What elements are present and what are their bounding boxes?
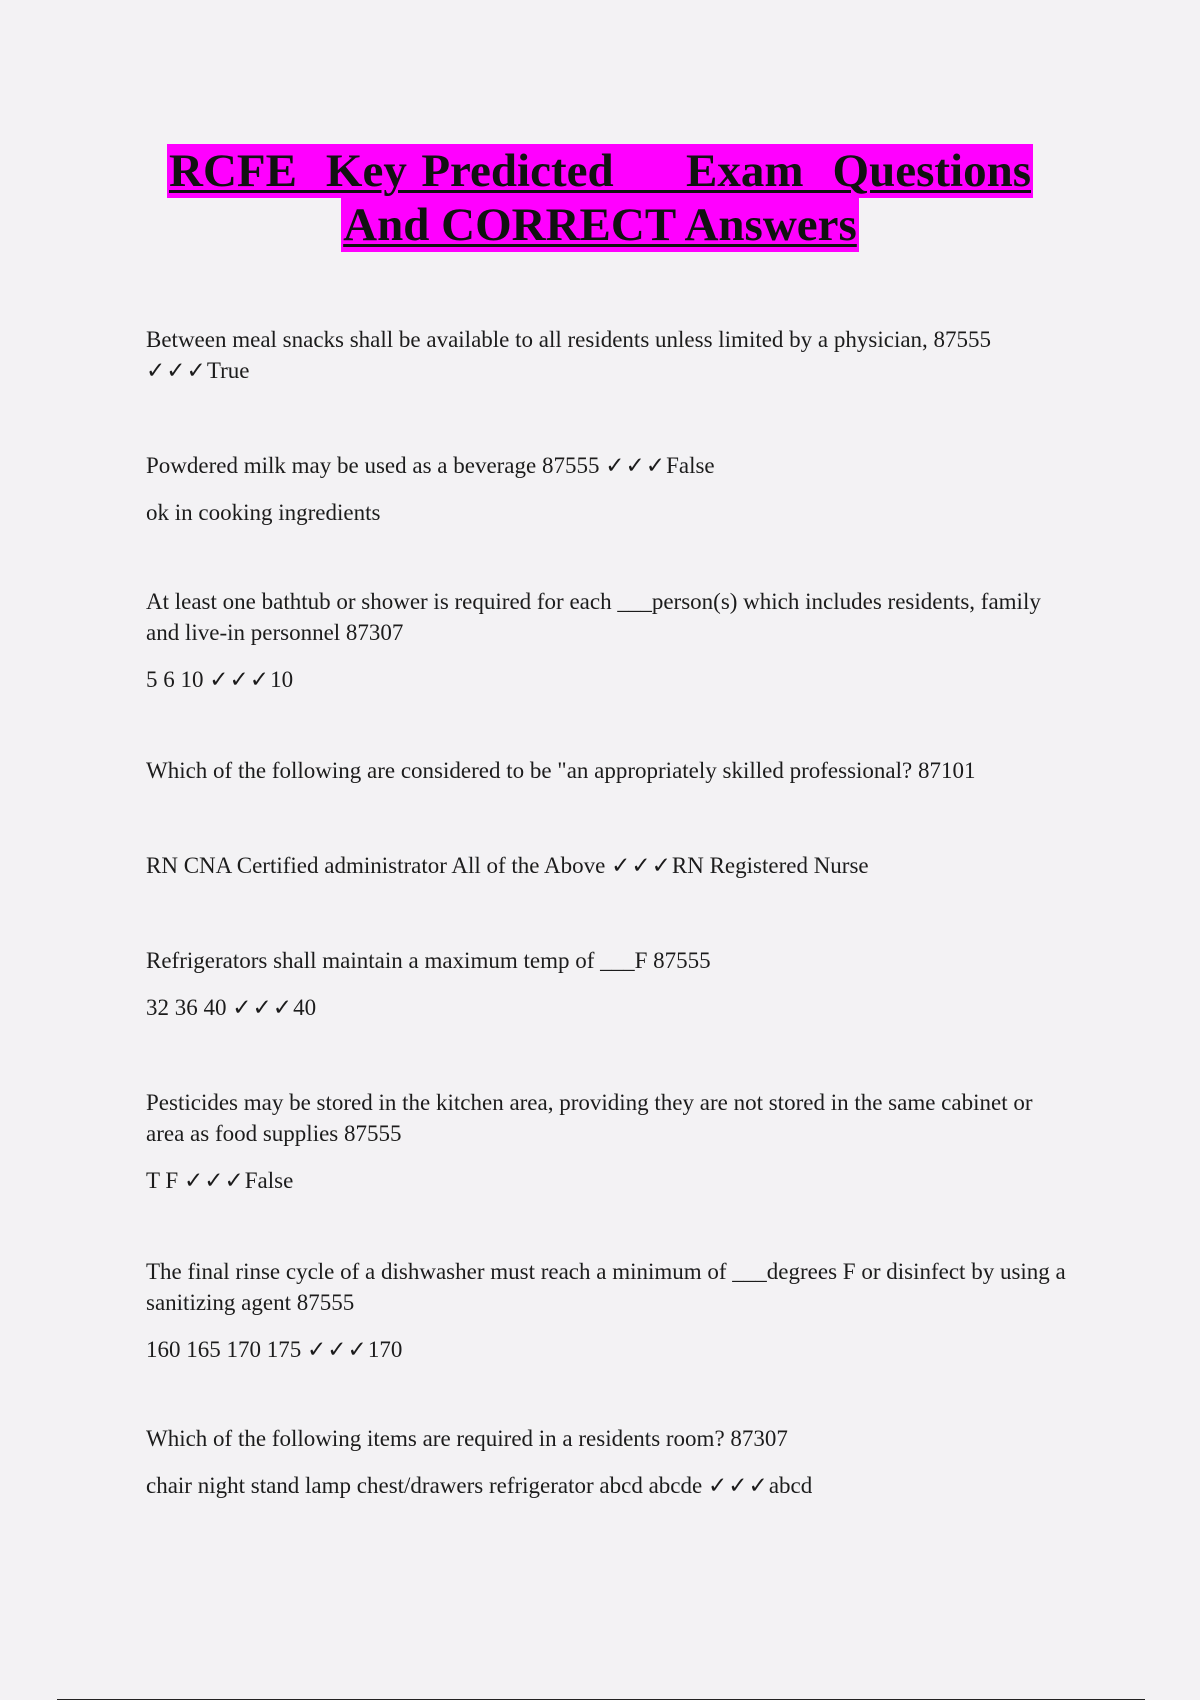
qa-item — [146, 1423, 1066, 1501]
question-text: The final rinse cycle of a dishwasher must reach a minimum of ___degrees F or disinfect by using a sanitizing agent 87555 — [146, 1259, 1066, 1315]
qa-list — [146, 324, 1066, 1501]
check-marks: ✓✓✓ — [183, 1168, 245, 1193]
answer-text: RN Registered Nurse — [671, 853, 869, 878]
check-marks: ✓✓✓ — [611, 853, 672, 878]
qa-item — [146, 450, 1066, 528]
question-text: At least one bathtub or shower is required for each ___person(s) which includes residents, family and live-in personnel 87307 — [146, 589, 1041, 645]
answer-text: False — [244, 1168, 294, 1193]
check-marks: ✓✓✓ — [232, 995, 294, 1020]
answer-text: False — [666, 453, 715, 478]
question-text: Powdered milk may be used as a beverage 87555 — [146, 453, 600, 478]
document-title — [0, 144, 1200, 252]
check-marks: ✓✓✓ — [209, 667, 271, 692]
answer-note: ok in cooking ingredients — [146, 500, 381, 525]
qa-item — [146, 1087, 1066, 1196]
qa-item — [146, 1256, 1066, 1365]
qa-item — [146, 945, 1066, 1023]
options-text: 32 36 40 — [146, 995, 227, 1020]
qa-item — [146, 586, 1066, 695]
question-text: Which of the following are considered to be "an appropriately skilled professional? 87101 — [146, 758, 976, 783]
title-line-1: RCFE Key Predicted Exam Questions — [169, 145, 1031, 197]
title-line-2: And CORRECT Answers — [343, 199, 857, 251]
check-marks: ✓✓✓ — [605, 453, 667, 478]
qa-item — [146, 755, 1066, 786]
options-text: T F — [146, 1168, 179, 1193]
answer-text: abcd — [768, 1473, 813, 1498]
options-text: 160 165 170 175 — [146, 1337, 302, 1362]
options-text: chair night stand lamp chest/drawers refrigerator abcd abcde — [146, 1473, 703, 1498]
answer-text: 10 — [270, 667, 294, 692]
check-marks: ✓✓✓ — [707, 1473, 769, 1498]
answer-text: True — [206, 358, 250, 383]
question-text: Pesticides may be stored in the kitchen area, providing they are not stored in the same cabinet or area as food supplies 87555 — [146, 1090, 1033, 1146]
check-marks: ✓✓✓ — [307, 1337, 368, 1362]
question-text: Refrigerators shall maintain a maximum temp of ___F 87555 — [146, 948, 711, 973]
check-marks: ✓✓✓ — [146, 358, 207, 383]
options-text: 5 6 10 — [146, 667, 204, 692]
answer-text: 40 — [293, 995, 317, 1020]
question-text: Which of the following items are required in a residents room? 87307 — [146, 1426, 788, 1451]
qa-item — [146, 850, 1066, 881]
options-text: RN CNA Certified administrator All of the Above — [146, 853, 606, 878]
qa-item — [146, 324, 1066, 386]
question-text: Between meal snacks shall be available to all residents unless limited by a physician, 87555 — [146, 327, 992, 352]
answer-text: 170 — [367, 1337, 403, 1362]
